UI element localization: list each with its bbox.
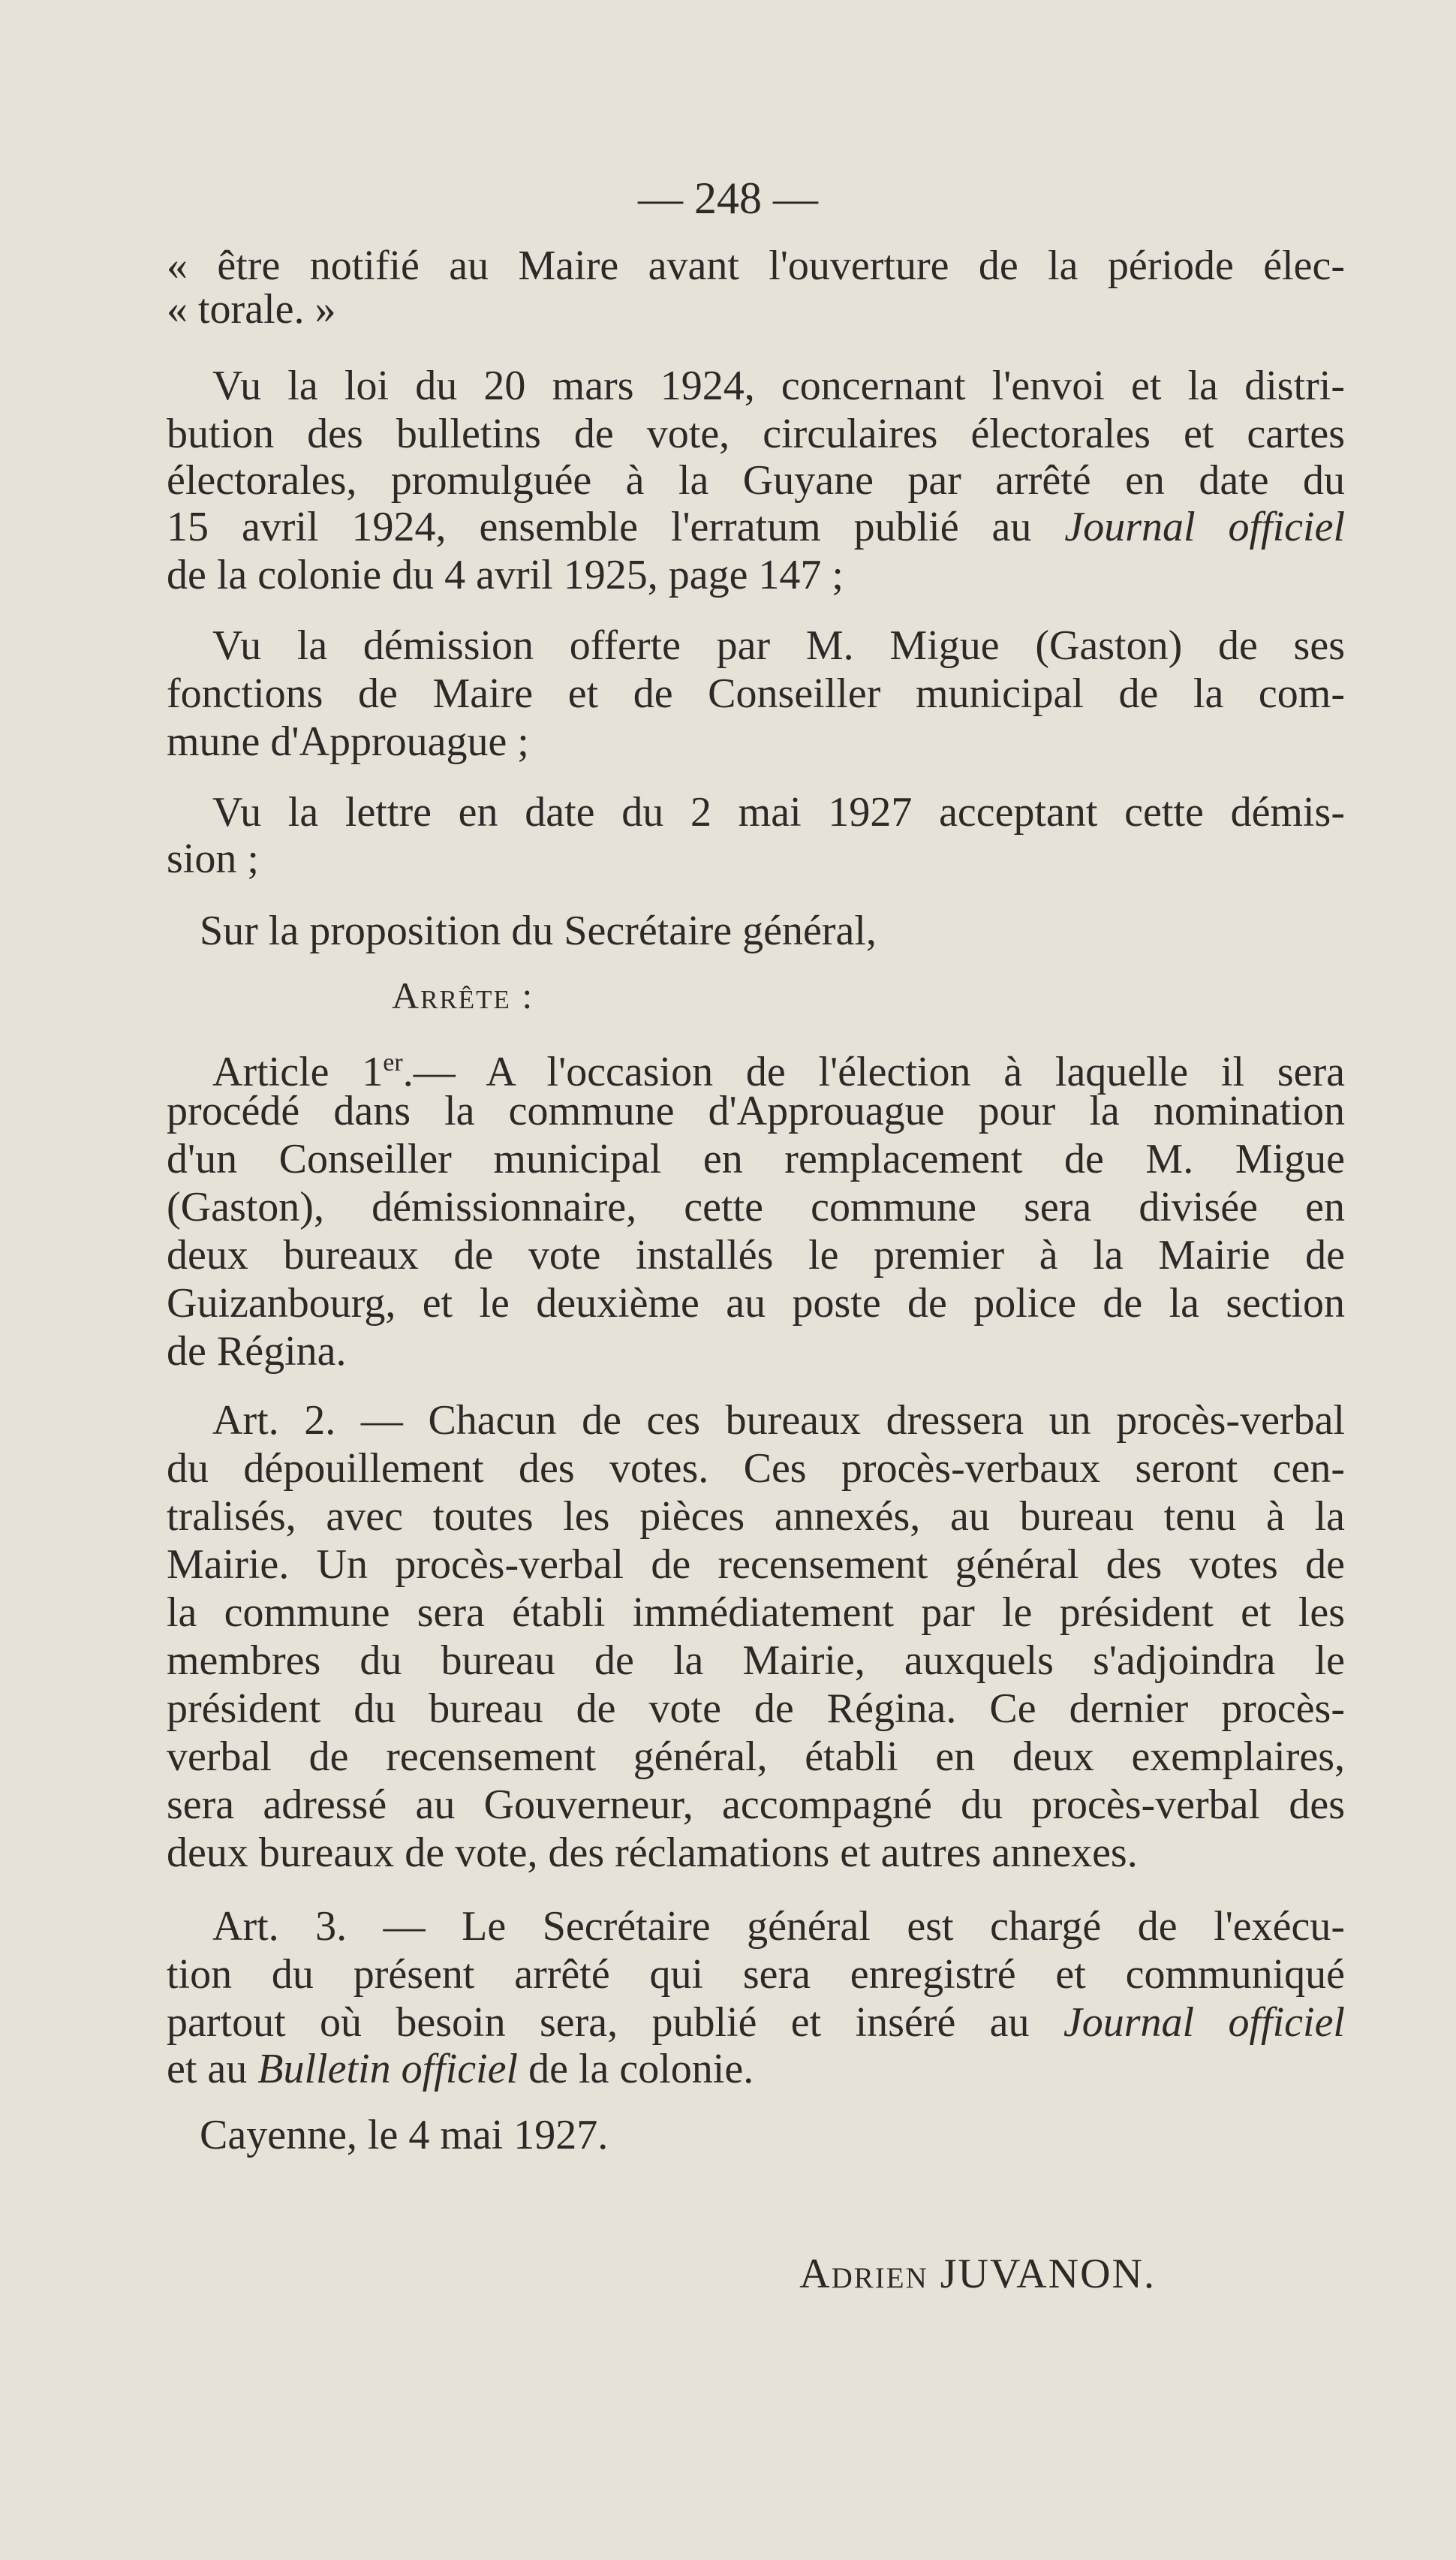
text-line: tion du présent arrêté qui sera enregistré et communiqué: [167, 1951, 1345, 1998]
signature: [799, 2247, 1156, 2301]
signature-last-name: JUVANON.: [940, 2251, 1156, 2297]
text-line: Vu la démission offerte par M. Migue (Gaston) de ses: [212, 622, 1345, 669]
text-line: deux bureaux de vote, des réclamations et autres annexes.: [167, 1830, 1138, 1876]
text-line: sion ;: [167, 836, 259, 882]
text-line: Article 1er.— A l'occasion de l'élection à laquelle il sera: [212, 1049, 1345, 1095]
text-line: du dépouillement des votes. Ces procès-verbaux seront cen-: [167, 1445, 1345, 1492]
text-line: procédé dans la commune d'Approuague pour la nomination: [167, 1088, 1345, 1134]
text-line: Vu la loi du 20 mars 1924, concernant l'envoi et la distri-: [212, 363, 1345, 409]
text-line: Mairie. Un procès-verbal de recensement général des votes de: [167, 1541, 1345, 1588]
text-line: « être notifié au Maire avant l'ouverture de la période élec-: [167, 242, 1345, 289]
text-line: tralisés, avec toutes les pièces annexés, au bureau tenu à la: [167, 1493, 1345, 1540]
signature-first-name: Adrien: [799, 2251, 928, 2297]
text-line: deux bureaux de vote installés le premier à la Mairie de: [167, 1232, 1345, 1278]
text-line: et au Bulletin officiel de la colonie.: [167, 2046, 754, 2092]
text-line: mune d'Approuague ;: [167, 718, 529, 765]
text-line: sera adressé au Gouverneur, accompagné du procès-verbal des: [167, 1781, 1345, 1828]
text-line: électorales, promulguée à la Guyane par arrêté en date du: [167, 457, 1345, 504]
text-line: la commune sera établi immédiatement par le président et les: [167, 1589, 1345, 1636]
text-line: « torale. »: [167, 286, 336, 333]
text-line: de Régina.: [167, 1328, 347, 1375]
text-line: fonctions de Maire et de Conseiller municipal de la com-: [167, 670, 1345, 717]
text-line: Art. 2. — Chacun de ces bureaux dressera un procès-verbal: [212, 1397, 1345, 1444]
text-line: Vu la lettre en date du 2 mai 1927 acceptant cette démis-: [212, 789, 1345, 836]
text-line: bution des bulletins de vote, circulaires électorales et cartes: [167, 411, 1345, 457]
text-line: verbal de recensement général, établi en deux exemplaires,: [167, 1733, 1345, 1780]
text-line: Sur la proposition du Secrétaire général,: [200, 908, 877, 954]
text-line: président du bureau de vote de Régina. Ce dernier procès-: [167, 1685, 1345, 1732]
text-line: de la colonie du 4 avril 1925, page 147 ;: [167, 552, 844, 598]
date-line: Cayenne, le 4 mai 1927.: [200, 2112, 609, 2158]
decree-heading: Arrête :: [392, 974, 534, 1016]
text-line: (Gaston), démissionnaire, cette commune sera divisée en: [167, 1184, 1345, 1230]
text-line: 15 avril 1924, ensemble l'erratum publié au Journal officiel: [167, 504, 1346, 550]
text-line: Art. 3. — Le Secrétaire général est chargé de l'exécu-: [212, 1903, 1345, 1950]
text-line: partout où besoin sera, publié et inséré au Journal officiel: [167, 1999, 1345, 2046]
text-line: d'un Conseiller municipal en remplacement de M. Migue: [167, 1136, 1345, 1182]
page-number: — 248 —: [638, 173, 818, 223]
text-line: membres du bureau de la Mairie, auxquels s'adjoindra le: [167, 1637, 1345, 1684]
text-line: Guizanbourg, et le deuxième au poste de police de la section: [167, 1280, 1345, 1327]
